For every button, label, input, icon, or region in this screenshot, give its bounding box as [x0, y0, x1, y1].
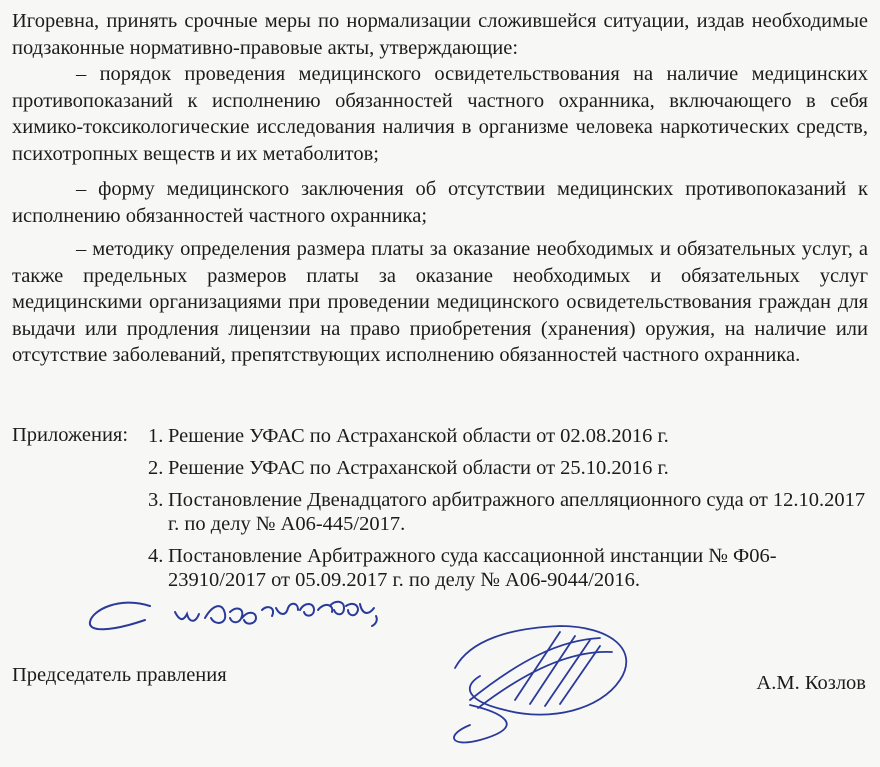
signatory-role: Председатель правления: [12, 664, 227, 686]
attachment-text: Решение УФАС по Астраханской области от 02.08.2016 г.: [168, 425, 669, 447]
paragraph-item-procedure: – порядок проведения медицинского освидетельствования на наличие медицинских противопоказаний к исполнению обязанностей частного охранника, включающего в себя химико-токсикологические исследования наличия в организме человека наркотических средств, психотропных веществ и их метаболитов;: [12, 63, 868, 165]
signature-scribble: [454, 626, 626, 742]
attachment-number: 1.: [148, 425, 164, 447]
signatory-name: А.М. Козлов: [756, 672, 866, 694]
attachments-label: Приложения:: [12, 424, 129, 446]
attachment-text: Постановление Арбитражного суда кассационной инстанции № Ф06-23910/2017 от 05.09.2017 г. по делу № А06-9044/2016.: [168, 545, 777, 591]
paragraph-item-methodology: – методику определения размера платы за оказание необходимых и обязательных услуг, а также предельных размеров платы за оказание необходимых и обязательных услуг медицинскими организациями при проведении медицинского освидетельствования граждан для выдачи или продления лицензии на право приобретения (хранения) оружия, на наличие или отсутствие заболеваний, препятствующих исполнению обязанностей частного охранника.: [12, 238, 868, 366]
attachment-text: Решение УФАС по Астраханской области от 25.10.2016 г.: [168, 457, 669, 479]
paragraph-intro: Игоревна, принять срочные меры по нормализации сложившейся ситуации, издав необходимые подзаконные нормативно-правовые акты, утверждающие:: [12, 10, 868, 59]
attachment-number: 4.: [148, 545, 164, 567]
paragraph-item-form: – форму медицинского заключения об отсутствии медицинских противопоказаний к исполнению обязанностей частного охранника;: [12, 178, 868, 227]
handwritten-regards: [90, 602, 377, 630]
attachment-number: 2.: [148, 457, 164, 479]
attachment-text: Постановление Двенадцатого арбитражного апелляционного суда от 12.10.2017 г. по делу № А06-445/2017.: [168, 489, 866, 535]
attachment-number: 3.: [148, 489, 164, 511]
